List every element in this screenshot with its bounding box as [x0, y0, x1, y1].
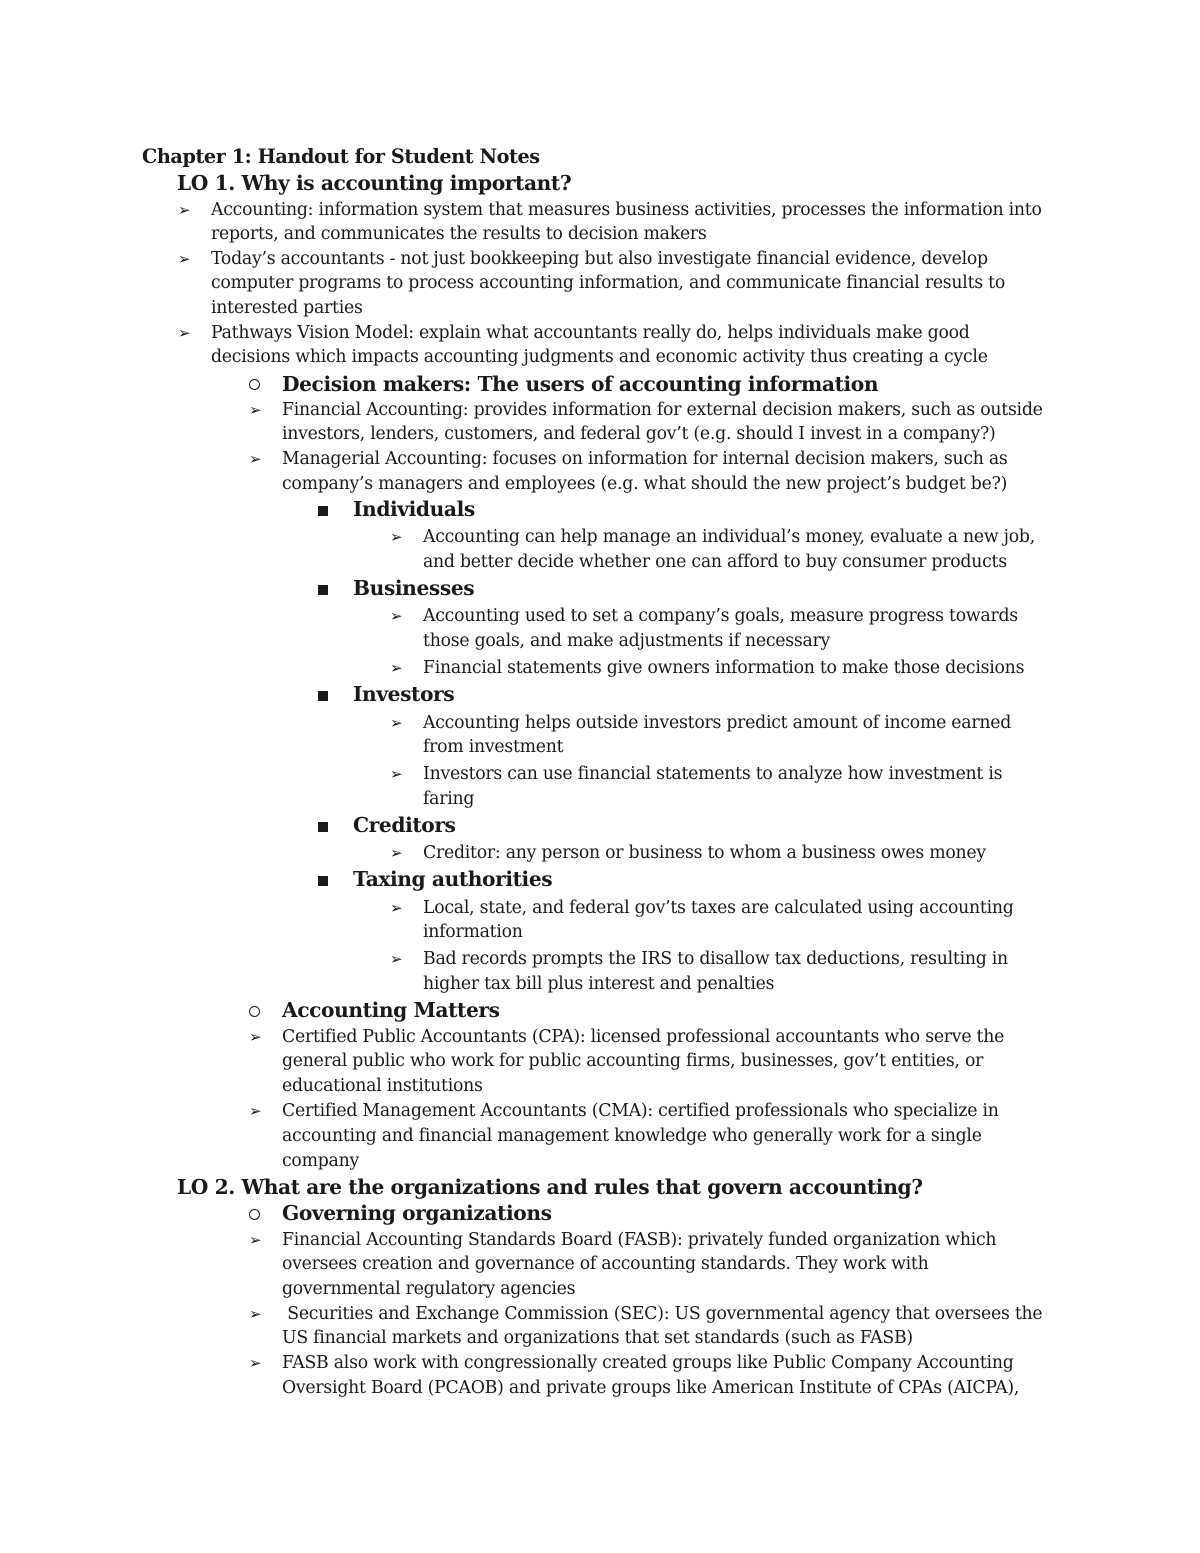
cma-line-3: company: [282, 1151, 359, 1171]
investors-predict-line-2: from investment: [423, 737, 564, 757]
hollow-circle-bullet-icon: [249, 1209, 260, 1220]
arrowhead-bullet-icon: ➢: [249, 1231, 262, 1249]
taxing-calculated-line-1: Local, state, and federal gov’ts taxes are calculated using accounting: [423, 898, 1014, 918]
individuals-heading: Individuals: [353, 497, 475, 521]
taxing-irs-line-2: higher tax bill plus interest and penalties: [423, 974, 775, 994]
creditor-definition-line: Creditor: any person or business to whom a business owes money: [423, 843, 986, 863]
arrowhead-bullet-icon: ➢: [390, 844, 403, 862]
hollow-circle-bullet-icon: [249, 379, 260, 390]
arrowhead-bullet-icon: ➢: [249, 1028, 262, 1046]
filled-square-bullet-icon: [318, 506, 328, 516]
arrowhead-bullet-icon: ➢: [249, 450, 262, 468]
businesses-goals-line-1: Accounting used to set a company’s goals, measure progress towards: [423, 606, 1018, 626]
filled-square-bullet-icon: [318, 691, 328, 701]
taxing-calculated-line-2: information: [423, 922, 523, 942]
financial-accounting-line-2: investors, lenders, customers, and federal gov’t (e.g. should I invest in a company?): [282, 424, 996, 444]
lo1-heading: LO 1. Why is accounting important?: [177, 171, 572, 195]
individuals-line-1: Accounting can help manage an individual’s money, evaluate a new job,: [423, 527, 1035, 547]
arrowhead-bullet-icon: ➢: [390, 765, 403, 783]
businesses-goals-line-2: those goals, and make adjustments if necessary: [423, 631, 831, 651]
arrowhead-bullet-icon: ➢: [390, 528, 403, 546]
individuals-line-2: and better decide whether one can afford to buy consumer products: [423, 552, 1007, 572]
investors-heading: Investors: [353, 682, 455, 706]
arrowhead-bullet-icon: ➢: [390, 950, 403, 968]
businesses-heading: Businesses: [353, 576, 475, 600]
arrowhead-bullet-icon: ➢: [178, 324, 191, 342]
pcaob-line-1: FASB also work with congressionally created groups like Public Company Accounting: [282, 1353, 1014, 1373]
todays-accountants-line-1: Today’s accountants - not just bookkeeping but also investigate financial evidence, develop: [211, 249, 988, 269]
filled-square-bullet-icon: [318, 876, 328, 886]
sec-line-1: Securities and Exchange Commission (SEC): US governmental agency that oversees the: [282, 1304, 1043, 1324]
arrowhead-bullet-icon: ➢: [249, 1305, 262, 1323]
taxing-irs-line-1: Bad records prompts the IRS to disallow tax deductions, resulting in: [423, 949, 1008, 969]
creditors-heading: Creditors: [353, 813, 456, 837]
cma-line-1: Certified Management Accountants (CMA): certified professionals who specialize in: [282, 1101, 999, 1121]
financial-accounting-line-1: Financial Accounting: provides information for external decision makers, such as outside: [282, 400, 1043, 420]
pathways-model-line-1: Pathways Vision Model: explain what accountants really do, helps individuals make good: [211, 323, 970, 343]
cma-line-2: accounting and financial management knowledge who generally work for a single: [282, 1126, 982, 1146]
arrowhead-bullet-icon: ➢: [390, 659, 403, 677]
accounting-definition-line-2: reports, and communicates the results to decision makers: [211, 224, 707, 244]
arrowhead-bullet-icon: ➢: [249, 401, 262, 419]
fasb-line-1: Financial Accounting Standards Board (FASB): privately funded organization which: [282, 1230, 997, 1250]
investors-predict-line-1: Accounting helps outside investors predict amount of income earned: [423, 713, 1012, 733]
fasb-line-3: governmental regulatory agencies: [282, 1279, 576, 1299]
cpa-line-2: general public who work for public accounting firms, businesses, gov’t entities, or: [282, 1051, 984, 1071]
accounting-definition-line-1: Accounting: information system that measures business activities, processes the information into: [211, 200, 1042, 220]
accounting-matters-heading: Accounting Matters: [282, 998, 500, 1022]
lo2-heading: LO 2. What are the organizations and rules that govern accounting?: [177, 1175, 923, 1199]
document-title: Chapter 1: Handout for Student Notes: [142, 145, 540, 168]
fasb-line-2: oversees creation and governance of accounting standards. They work with: [282, 1254, 929, 1274]
todays-accountants-line-3: interested parties: [211, 298, 363, 318]
pcaob-line-2: Oversight Board (PCAOB) and private groups like American Institute of CPAs (AICPA),: [282, 1378, 1020, 1398]
cpa-line-3: educational institutions: [282, 1076, 483, 1096]
arrowhead-bullet-icon: ➢: [390, 714, 403, 732]
investors-analyze-line-1: Investors can use financial statements to analyze how investment is: [423, 764, 1003, 784]
investors-analyze-line-2: faring: [423, 789, 475, 809]
governing-organizations-heading: Governing organizations: [282, 1201, 552, 1225]
taxing-authorities-heading: Taxing authorities: [353, 867, 553, 891]
arrowhead-bullet-icon: ➢: [390, 899, 403, 917]
hollow-circle-bullet-icon: [249, 1006, 260, 1017]
decision-makers-heading: Decision makers: The users of accounting information: [282, 372, 879, 396]
managerial-accounting-line-2: company’s managers and employees (e.g. what should the new project’s budget be?): [282, 474, 1008, 494]
arrowhead-bullet-icon: ➢: [249, 1354, 262, 1372]
arrowhead-bullet-icon: ➢: [249, 1102, 262, 1120]
businesses-statements-line: Financial statements give owners information to make those decisions: [423, 658, 1025, 678]
todays-accountants-line-2: computer programs to process accounting information, and communicate financial results to: [211, 273, 1005, 293]
filled-square-bullet-icon: [318, 822, 328, 832]
cpa-line-1: Certified Public Accountants (CPA): licensed professional accountants who serve the: [282, 1027, 1005, 1047]
managerial-accounting-line-1: Managerial Accounting: focuses on information for internal decision makers, such as: [282, 449, 1008, 469]
sec-line-2: US financial markets and organizations that set standards (such as FASB): [282, 1328, 913, 1348]
arrowhead-bullet-icon: ➢: [178, 201, 191, 219]
filled-square-bullet-icon: [318, 585, 328, 595]
arrowhead-bullet-icon: ➢: [390, 607, 403, 625]
arrowhead-bullet-icon: ➢: [178, 250, 191, 268]
pathways-model-line-2: decisions which impacts accounting judgments and economic activity thus creating a cycle: [211, 347, 988, 367]
